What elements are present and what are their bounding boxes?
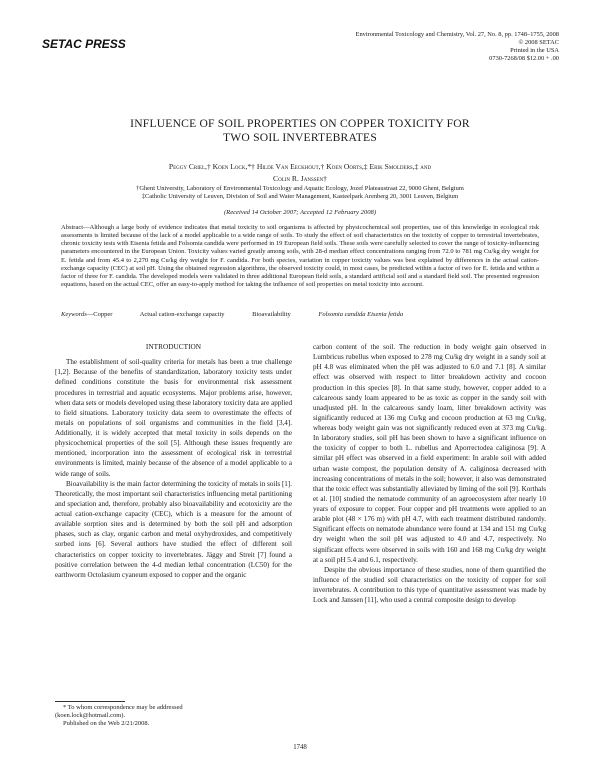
affiliations xyxy=(50,185,550,201)
abstract xyxy=(61,224,539,289)
journal-line: © 2008 SETAC xyxy=(518,39,559,47)
body-paragraph: Bioavailability is the main factor determining the toxicity of metals in soils [1]. Theoretically, the most important soil characteristics influencing metal partitioning and speciation and, therefore, probably also bioavailability and ecotoxicity are the actual cation-exchange capacity (CEC), which is a measure for the amount of available sorption sites and is determined by both the soil pH and adsorption phases, such as clay, organic carbon and metal oxyhydroxides, and competitively sorbed ions [6]. Several authors have studied the effect of different soil characteristics on copper toxicity to invertebrates. Jäggy and Streit [7] found a positive correlation between the 4-d median lethal concentration (LC50) for the earthworm Octolasium cyaneum exposed to copper and the organic xyxy=(55,479,292,579)
authors-line: Colin R. Janssen† xyxy=(273,173,327,183)
body-paragraph: carbon content of the soil. The reduction in body weight gain observed in Lumbricus rubellus when exposed to 278 mg Cu/kg dry weight in a sandy soil at pH 4.8 was eliminated when the pH was adjusted to 6.0 and 7.1 [8]. A similar effect was observed with respect to litter breakdown activity and cocoon production in this species [8]. In that same study, however, copper added to a calcareous sandy loam appeared to be as toxic as copper in the sandy soil with unadjusted pH. In the calcareous sandy loam, litter breakdown activity was significantly reduced at 136 mg Cu/kg and cocoon production at 63 mg Cu/kg, whereas body weight gain was not significantly reduced even at 373 mg Cu/kg. In laboratory studies, soil pH has been shown to have a significant influence on the toxicity of copper to both L. rubellus and Aporrectodea caliginosa [9]. A similar pH effect was observed in a field experiment: In arable soil with added urban waste compost, the population density of A. caliginosa decreased with increasing concentrations of metals in the soil; however, it also was demonstrated that the toxic effect was substantially alleviated by liming of the soil [9]. Korthals et al. [10] studied the nematode community of an agroecosystem after nearly 10 years of exposure to copper. Four copper and pH treatments were applied to an arable plot (48 × 176 m) with pH 4.7, with each treatment distributed randomly. Significant effects on nematode abundance were found at 134 and 151 mg Cu/kg dry weight when the soil pH was adjusted to 4.0 and 4.7, respectively. No significant effects were observed in soils with 160 and 168 mg Cu/kg dry weight at a soil pH 5.4 and 6.1, respectively. xyxy=(313,343,546,564)
affiliation-line: †Ghent University, Laboratory of Environmental Toxicology and Aquatic Ecology, Jozef Plateaustraat 22, 9000 Ghent, Belgium xyxy=(136,185,464,192)
abstract-text: —Although a large body of evidence indicates that metal toxicity to soil organisms is affected by physicochemical soil properties, use of this knowledge in ecological risk assessments is limited because of the lack of a model applicable to a wide range of soils. To study the effect of soil characteristics on the toxicity of copper to terrestrial invertebrates, chronic toxicity tests with Eisenia fetida and Folsomia candida were performed in 19 European field soils. These soils were carefully selected to cover the range of toxicity-influencing parameters encountered in the European Union. Toxicity values varied greatly among soils, with 28-d median effect concentrations ranging from 72.0 to 781 mg Cu/kg dry weight for E. fetida and from 45.4 to 2,270 mg Cu/kg dry weight for F. candida. For both species, variation in copper toxicity values was best explained by differences in the actual cation-exchange capacity (CEC) at soil pH. Using the obtained regression algorithms, the observed toxicity could, in most cases, be predicted within a factor of two for E. fetida and within a factor of three for F. candida. The developed models were validated in three additional European field soils, a standard artificial soil and a standard field soil. The presented regression equations, based on the actual CEC, offer an easy-to-apply method for taking the influence of soil properties on metal toxicity into account. xyxy=(61,224,539,289)
authors-line: Peggy Criel,† Koen Lock,*† Hilde Van Eeckhout,† Koen Oorts,‡ Erik Smolders,‡ and xyxy=(168,162,432,171)
keyword-item: Folsomia candida xyxy=(318,311,366,318)
body-paragraph: The establishment of soil-quality criteria for metals has been a true challenge [1,2]. Because of the benefits of standardization, laboratory toxicity tests under defined conditions constitute the basis for environmental risk assessment procedures in terrestrial and aquatic ecosystems. Major problems arise, however, when data sets or models developed using these laboratory toxicity data are applied to field situations. Laboratory toxicity data seem to overestimate the effects of metals on populations of soil organisms and communities in the field [3,4]. Additionally, it is widely accepted that metal toxicity in soils depends on the physicochemical properties of the soil [5]. Although these issues frequently are mentioned, incorporation into the assessment of ecological risk in terrestrial environments is limited, mainly because of the absence of a model applicable to a wide range of soils. xyxy=(55,358,292,478)
right-column xyxy=(313,342,546,605)
journal-line: Printed in the USA xyxy=(510,47,559,55)
footnote-line: * To whom correspondence may be addressed xyxy=(63,704,183,711)
footnote-line: (koen.lock@hotmail.com). xyxy=(55,712,126,720)
journal-line: 0730-7268/08 $12.00 + .00 xyxy=(489,55,559,63)
received-dates: (Received 14 October 2007; Accepted 12 February 2008) xyxy=(223,209,377,216)
journal-line: Environmental Toxicology and Chemistry, Vol. 27, No. 8, pp. 1748–1755, 2008 xyxy=(355,31,559,38)
journal-header xyxy=(250,31,559,63)
keyword-item: Eisenia fetida xyxy=(367,311,404,318)
footnote xyxy=(55,704,295,729)
section-heading-introduction: INTRODUCTION xyxy=(145,342,202,351)
keyword-item: Bioavailability xyxy=(252,311,291,318)
setac-press-logo xyxy=(40,34,126,54)
left-column xyxy=(55,342,292,580)
abstract-label: Abstract xyxy=(61,224,84,231)
keywords-label: Keywords xyxy=(61,311,87,318)
page-number: 1748 xyxy=(293,744,307,751)
logo-text: SETAC PRESS xyxy=(42,37,126,51)
affiliation-line: ‡Catholic University of Leuven, Division of Soil and Water Management, Kasteelpark Arenberg 20, 3001 Leuven, Belgium xyxy=(141,193,459,201)
paper-title xyxy=(60,117,540,145)
keyword-item: —Copper xyxy=(86,311,113,318)
footnote-divider xyxy=(55,701,125,702)
keywords xyxy=(61,311,539,318)
logo-graphic xyxy=(40,34,126,54)
body-paragraph: Despite the obvious importance of these studies, none of them quantified the influence of the studied soil characteristics on the toxicity of copper for soil invertebrates. A contribution to this type of quantitative assessment was made by Lock and Janssen [11], who used a central composite design to develop xyxy=(313,565,546,605)
keyword-item: Actual cation-exchange capacity xyxy=(139,311,225,318)
title-line: TWO SOIL INVERTEBRATES xyxy=(223,131,377,144)
author-list xyxy=(60,161,540,184)
title-line: INFLUENCE OF SOIL PROPERTIES ON COPPER TOXICITY FOR xyxy=(130,117,470,130)
footnote-line: Published on the Web 2/21/2008. xyxy=(63,720,150,728)
